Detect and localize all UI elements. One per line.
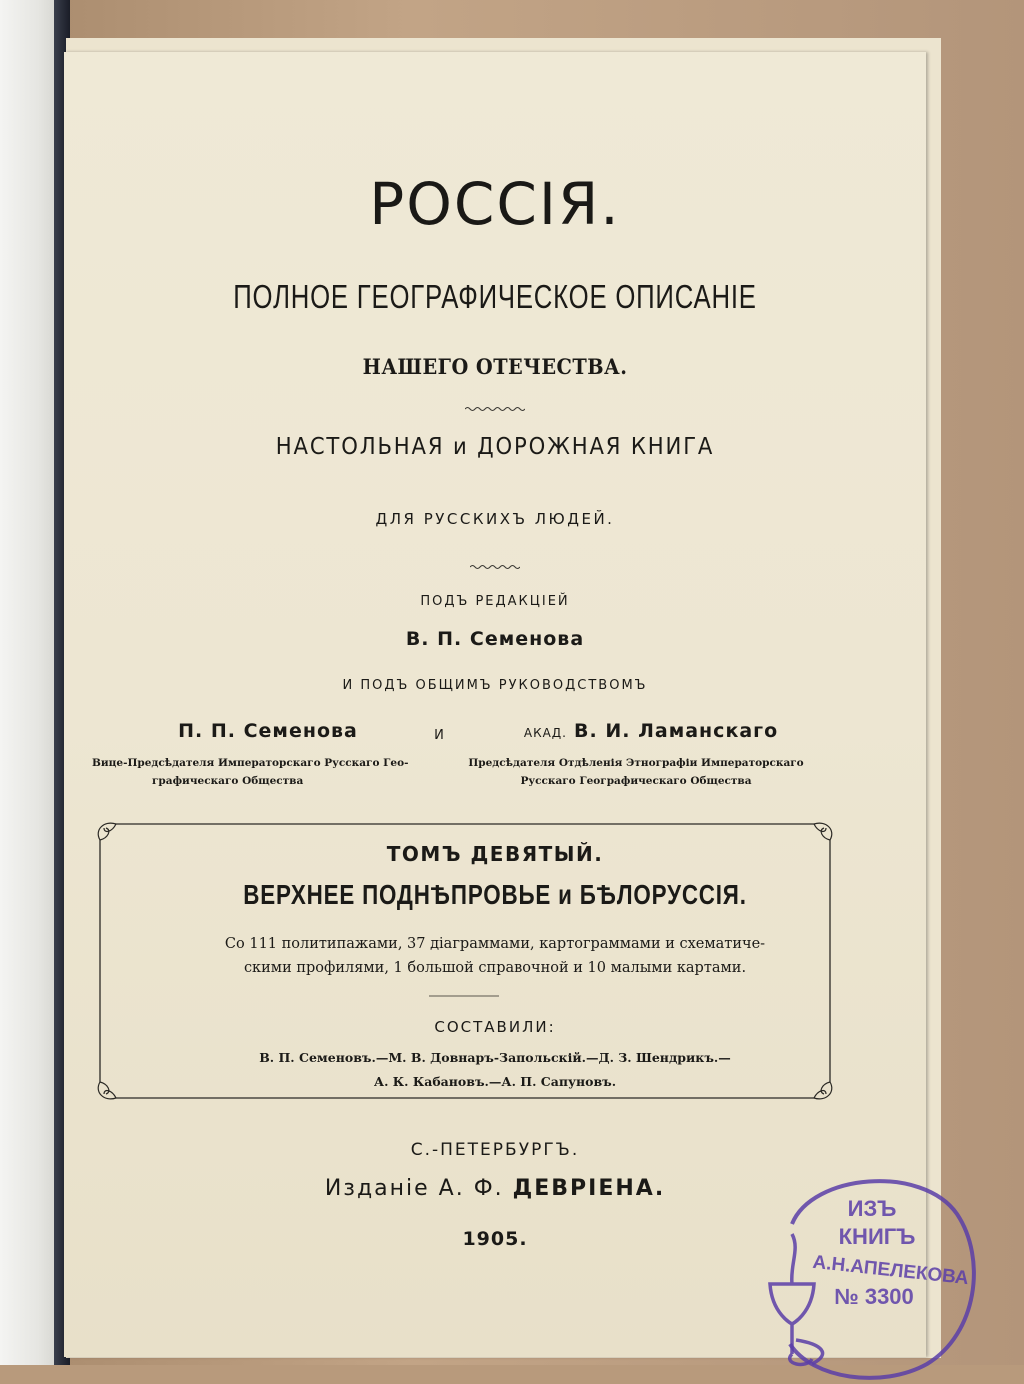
volume-contents [64, 932, 926, 980]
desc-line: Вице-Предсѣдателя Императорскаго Русскаго Гео- [92, 757, 409, 769]
publisher-prefix: Изданіе А. Ф. [324, 1176, 504, 1201]
leader-right-description [426, 754, 846, 790]
stamp-line-2: КНИГЪ [838, 1224, 916, 1249]
library-stamp [752, 1164, 982, 1384]
desc-line: графическаго Общества [152, 775, 304, 787]
title-page [64, 52, 970, 1357]
authors-line: В. П. Семеновъ.—М. В. Довнаръ-Запольскій.—Д. З. Шендрикъ.— [259, 1050, 731, 1065]
leader-right-name: В. И. Ламанскаго [574, 720, 779, 742]
desc-line: Русскаго Географическаго Общества [520, 775, 752, 787]
publication-city: С.-ПЕТЕРБУРГЪ. [410, 1140, 580, 1160]
volume-title: ВЕРХНЕЕ ПОДНѢПРОВЬЕ и БѢЛОРУССІЯ. [243, 879, 747, 910]
volume-number: ТОМЪ ДЕВЯТЫЙ. [386, 842, 604, 866]
stamp-line-4: № 3300 [834, 1284, 914, 1309]
contents-line: Со 111 политипажами, 37 діаграммами, картограммами и схематиче- [224, 936, 766, 952]
leader-left-name: П. П. Семенова [178, 720, 358, 742]
stamp-line-1: ИЗЪ [847, 1196, 897, 1221]
editor-prefix: ПОДЪ РЕДАКЦІЕЙ [420, 594, 570, 609]
leader-right [496, 720, 806, 742]
stamp-line-3: А.Н.АПЕЛЕКОВА [811, 1251, 970, 1290]
wavy-ornament-icon [470, 564, 520, 570]
authors-list [64, 1046, 926, 1094]
for-people-line: ДЛЯ РУССКИХЪ ЛЮДЕЙ. [375, 510, 615, 528]
editor-name: В. П. Семенова [405, 628, 585, 650]
contents-line: скими профилями, 1 большой справочной и 10 малыми картами. [243, 960, 747, 976]
wavy-ornament-icon [465, 406, 525, 412]
book-subtitle-second-line: НАШЕГО ОТЕЧЕСТВА. [362, 354, 628, 379]
desc-line: Предсѣдателя Отдѣленія Этнографіи Императорскаго [468, 757, 804, 769]
and-conjunction: И [434, 728, 444, 743]
compiled-by-label: СОСТАВИЛИ: [434, 1018, 556, 1036]
general-guidance-prefix: И ПОДЪ ОБЩИМЪ РУКОВОДСТВОМЪ [342, 678, 648, 693]
leader-right-prefix: АКАД. [523, 726, 567, 740]
authors-line: А. К. Кабановъ.—А. П. Сапуновъ. [373, 1074, 617, 1089]
book-subtitle: ПОЛНОЕ ГЕОГРАФИЧЕСКОЕ ОПИСАНІЕ [233, 278, 757, 315]
left-page-edge [0, 0, 55, 1365]
desk-book-line: НАСТОЛЬНАЯ и ДОРОЖНАЯ КНИГА [275, 434, 715, 460]
book-title: РОССІЯ. [369, 170, 621, 238]
leader-left-description [92, 754, 432, 790]
publisher-name: ДЕВРІЕНА. [512, 1176, 666, 1201]
publication-year: 1905. [462, 1228, 528, 1250]
